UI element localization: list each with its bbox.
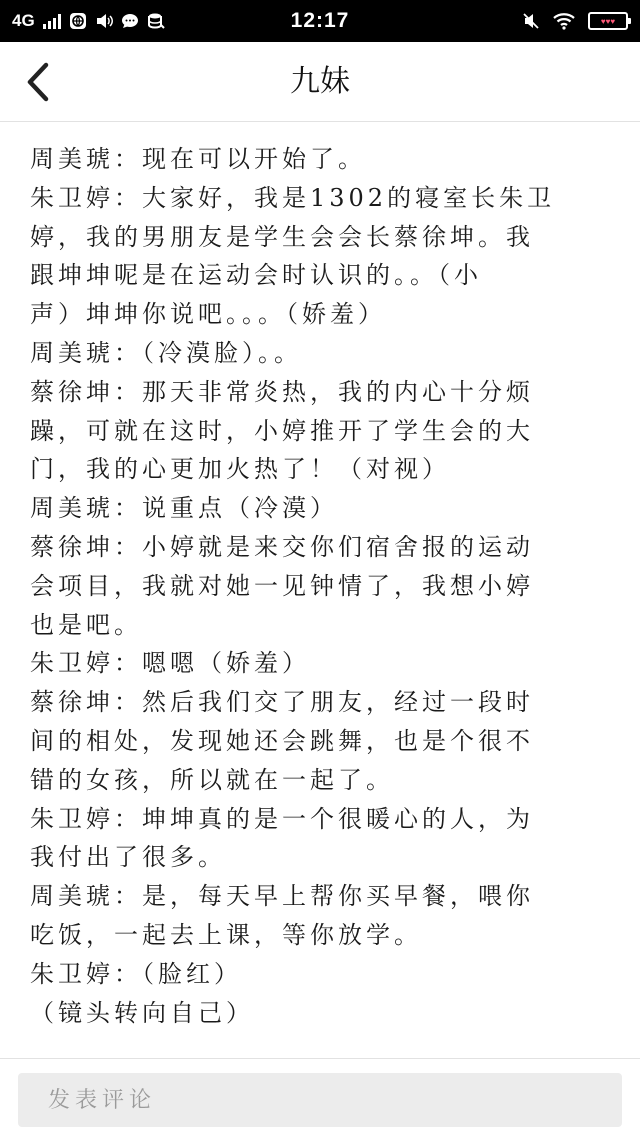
post-line: 躁，可就在这时，小婷推开了学生会的大	[30, 416, 534, 445]
post-line: 蔡徐坤：然后我们交了朋友，经过一段时	[30, 688, 534, 717]
comment-input[interactable]	[18, 1073, 622, 1127]
post-line: 周美琥：说重点（冷漠）	[30, 494, 338, 523]
post-line: 周美琥：是，每天早上帮你买早餐，喂你	[30, 882, 534, 911]
post-line: 错的女孩，所以就在一起了。	[30, 765, 394, 794]
post-line: 门，我的心更加火热了！（对视）	[30, 455, 450, 484]
post-line: 朱卫婷：（脸红）	[30, 959, 242, 988]
status-time: 12:17	[290, 9, 350, 32]
status-right	[522, 0, 628, 42]
post-line: 也是吧。	[30, 610, 142, 639]
wifi-icon	[552, 12, 576, 30]
post-line: 间的相处，发现她还会跳舞，也是个很不	[30, 726, 534, 755]
post-line: 会项目，我就对她一见钟情了，我想小婷	[30, 571, 534, 600]
page-title: 九妹	[290, 64, 350, 99]
post-content	[30, 140, 615, 1045]
post-line: 朱卫婷：大家好，我是1302的寝室长朱卫	[30, 183, 556, 212]
post-line: 跟坤坤呢是在运动会时认识的。。（小	[30, 261, 482, 290]
battery-icon: ♥♥♥	[588, 12, 628, 30]
post-line: 我付出了很多。	[30, 843, 226, 872]
status-bar	[0, 0, 640, 42]
network-type: 4G	[12, 11, 35, 30]
nav-bar	[0, 42, 640, 122]
post-line: 蔡徐坤：小婷就是来交你们宿舍报的运动	[30, 532, 534, 561]
post-line: 婷，我的男朋友是学生会会长蔡徐坤。我	[30, 222, 534, 251]
post-line: 声）坤坤你说吧。。。（娇羞）	[30, 300, 386, 329]
post-line: 周美琥：（冷漠脸）。。	[30, 338, 302, 367]
post-line: 朱卫婷：嗯嗯（娇羞）	[30, 649, 310, 678]
mute-icon	[522, 12, 540, 30]
post-line: （镜头转向自己）	[30, 998, 254, 1027]
post-line: 吃饭，一起去上课，等你放学。	[30, 920, 422, 949]
post-line: 朱卫婷：坤坤真的是一个很暖心的人，为	[30, 804, 534, 833]
post-line: 蔡徐坤：那天非常炎热，我的内心十分烦	[30, 377, 534, 406]
comment-bar	[0, 1058, 640, 1138]
post-line: 周美琥：现在可以开始了。	[30, 145, 366, 173]
